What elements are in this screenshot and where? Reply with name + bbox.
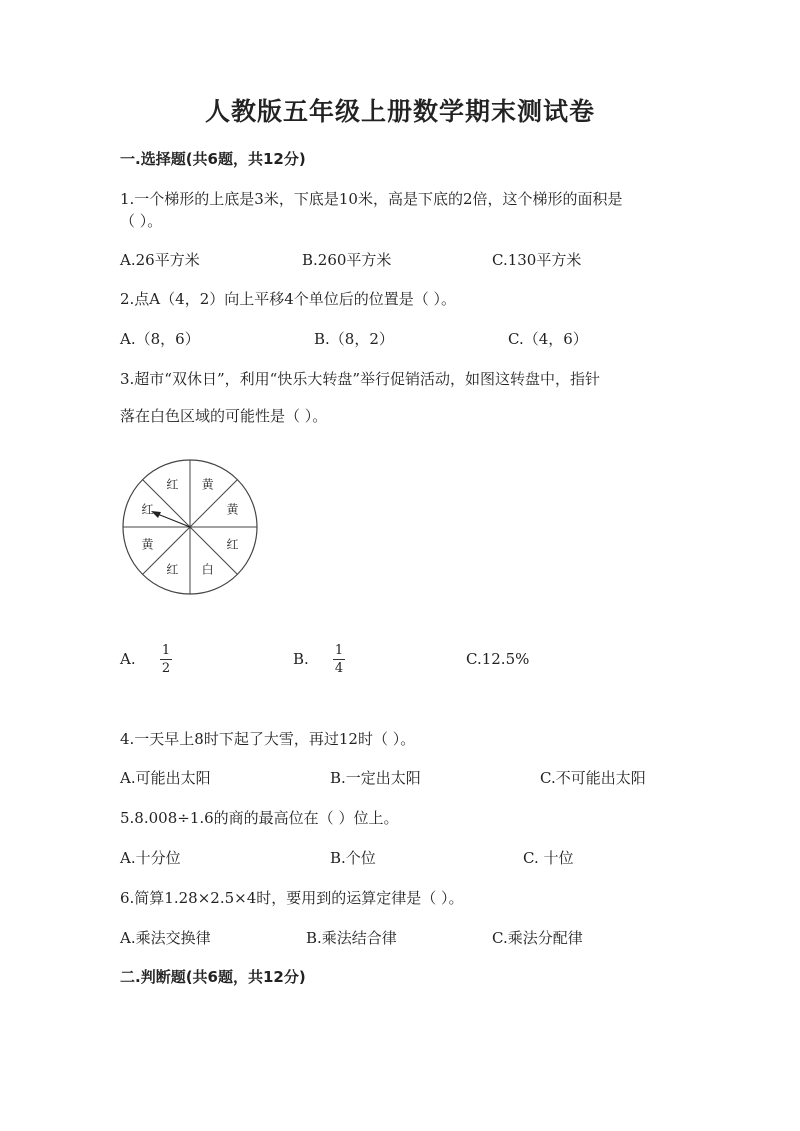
question-1-text-cont: （ ）。 xyxy=(120,212,163,230)
question-5-option-b: B.个位 xyxy=(330,849,376,867)
question-3-option-c: C.12.5% xyxy=(466,650,530,668)
fraction-bar xyxy=(333,659,345,660)
question-2-option-c: C.（4，6） xyxy=(508,330,588,348)
wheel-sector-label: 白 xyxy=(201,562,214,577)
question-3-text: 3.超市“双休日”，利用“快乐大转盘”举行促销活动，如图这转盘中，指针 xyxy=(120,370,600,388)
spinner-wheel-diagram xyxy=(118,455,262,599)
question-4-option-b: B.一定出太阳 xyxy=(330,769,421,787)
question-3-option-a-fraction xyxy=(160,643,172,676)
question-5-text: 5.8.008÷1.6的商的最高位在（ ）位上。 xyxy=(120,809,399,827)
wheel-sector-label: 黄 xyxy=(226,502,239,517)
question-1-option-c: C.130平方米 xyxy=(492,251,582,269)
wheel-sector-label: 红 xyxy=(141,502,154,517)
question-3-option-b-label: B. xyxy=(293,650,309,668)
question-1-text: 1.一个梯形的上底是3米，下底是10米，高是下底的2倍，这个梯形的面积是 xyxy=(120,190,623,208)
wheel-sector-label: 黄 xyxy=(201,477,214,492)
section-heading-choice: 一.选择题(共6题，共12分) xyxy=(120,150,306,168)
fraction-numerator: 1 xyxy=(334,643,344,658)
question-5-option-c: C. 十位 xyxy=(523,849,574,867)
fraction-denominator: 4 xyxy=(334,661,344,676)
question-6-option-c: C.乘法分配律 xyxy=(492,929,583,947)
question-2-option-a: A.（8，6） xyxy=(120,330,200,348)
question-6-text: 6.简算1.28×2.5×4时，要用到的运算定律是（ ）。 xyxy=(120,889,464,907)
question-3-option-a-label: A. xyxy=(120,650,136,668)
question-5-option-a: A.十分位 xyxy=(120,849,181,867)
question-1-option-a: A.26平方米 xyxy=(120,251,200,269)
question-1-option-b: B.260平方米 xyxy=(302,251,392,269)
question-3-option-b-fraction xyxy=(333,643,345,676)
question-2-option-b: B.（8，2） xyxy=(314,330,394,348)
fraction-bar xyxy=(160,659,172,660)
question-2-text: 2.点A（4，2）向上平移4个单位后的位置是（ ）。 xyxy=(120,290,457,308)
question-6-option-b: B.乘法结合律 xyxy=(306,929,397,947)
wheel-sector-label: 红 xyxy=(166,562,179,577)
question-4-option-c: C.不可能出太阳 xyxy=(540,769,646,787)
question-3-text-cont: 落在白色区域的可能性是（ ）。 xyxy=(120,407,328,425)
page-title: 人教版五年级上册数学期末测试卷 xyxy=(204,97,595,126)
fraction-denominator: 2 xyxy=(161,661,171,676)
fraction-numerator: 1 xyxy=(161,643,171,658)
question-6-option-a: A.乘法交换律 xyxy=(120,929,211,947)
wheel-sector-label: 红 xyxy=(166,477,179,492)
wheel-sector-label: 黄 xyxy=(141,537,154,552)
wheel-sector-label: 红 xyxy=(226,537,239,552)
question-4-option-a: A.可能出太阳 xyxy=(120,769,211,787)
section-heading-judgement: 二.判断题(共6题，共12分) xyxy=(120,968,306,986)
question-4-text: 4.一天早上8时下起了大雪，再过12时（ ）。 xyxy=(120,730,416,748)
